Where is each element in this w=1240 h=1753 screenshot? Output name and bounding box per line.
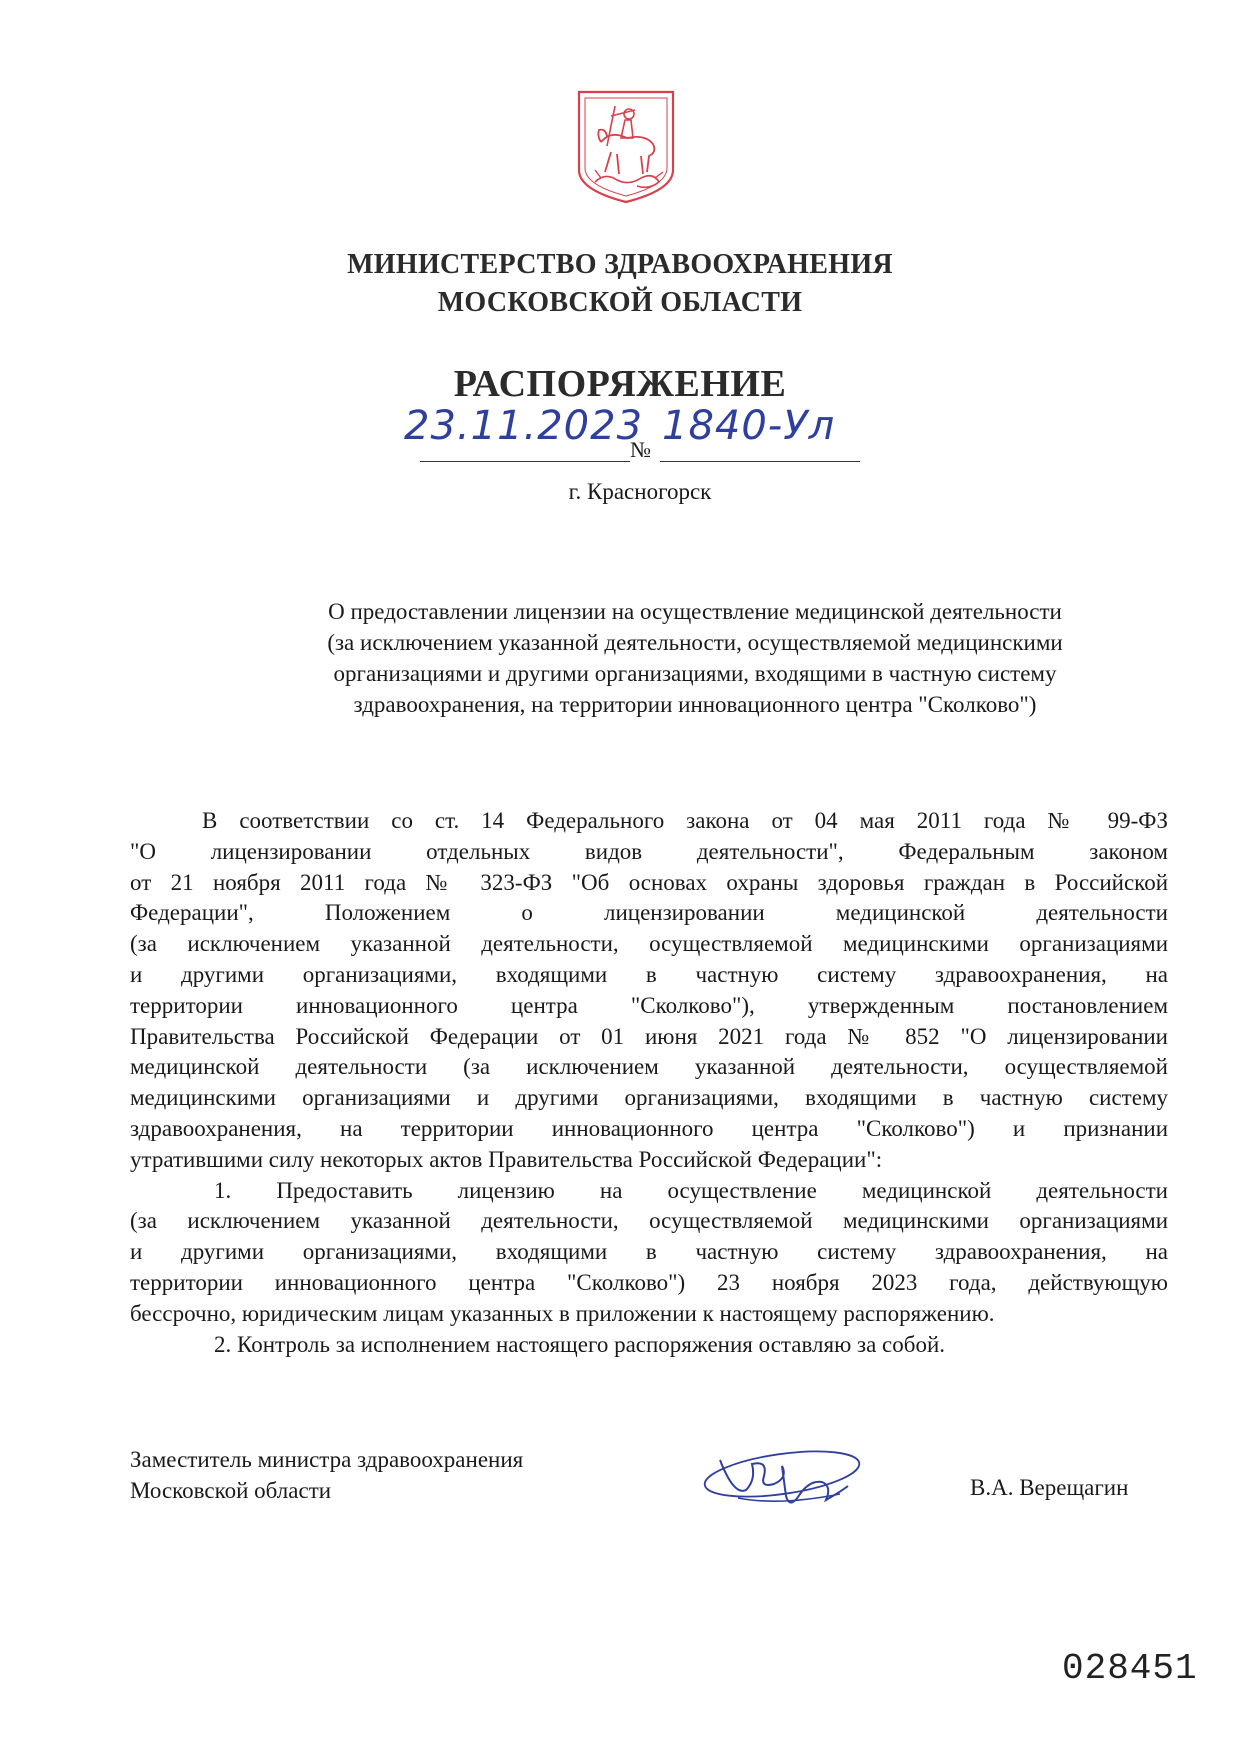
signatory-name: В.А. Верещагин	[970, 1475, 1129, 1500]
body-line: территории инновационного центра "Сколково"), утвержденным постановлением	[130, 992, 1168, 1018]
item1-line: бессрочно, юридическим лицам указанных в приложении к настоящему распоряжению.	[130, 1300, 995, 1326]
body-line: (за исключением указанной деятельности, осуществляемой медицинскими организациями	[130, 931, 1168, 957]
number-underline	[660, 461, 860, 462]
ministry-name-line2: МОСКОВСКОЙ ОБЛАСТИ	[437, 287, 803, 318]
handwritten-signature	[690, 1440, 870, 1520]
body-line: и другими организациями, входящими в частную систему здравоохранения, на	[130, 961, 1168, 987]
document-serial-number: 028451	[1062, 1648, 1198, 1689]
body-line: медицинской деятельности (за исключением указанной деятельности, осуществляемой	[130, 1054, 1168, 1080]
subject-line: организациями и другими организациями, входящими в частную систему	[333, 661, 1057, 686]
body-line: Федерации", Положением о лицензировании медицинской деятельности	[130, 900, 1168, 926]
signatory-position	[130, 1444, 523, 1506]
body-line: "О лицензировании отдельных видов деятельности", Федеральным законом	[130, 838, 1168, 864]
ministry-name-line1: МИНИСТЕРСТВО ЗДРАВООХРАНЕНИЯ	[347, 249, 893, 280]
signatory-position-line1: Заместитель министра здравоохранения	[130, 1447, 524, 1472]
subject-line: здравоохранения, на территории инновационного центра "Сколково")	[353, 692, 1037, 717]
item1-line: (за исключением указанной деятельности, осуществляемой медицинскими организациями	[130, 1208, 1168, 1234]
number-sign: №	[630, 437, 651, 462]
item1-line: 1. Предоставить лицензию на осуществление медицинской деятельности	[214, 1177, 1168, 1203]
body-line: утратившими силу некоторых актов Правительства Российской Федерации":	[130, 1146, 883, 1172]
document-body	[130, 806, 1168, 1360]
item1-line: и другими организациями, входящими в частную систему здравоохранения, на	[130, 1239, 1168, 1265]
city-name: г. Красногорск	[568, 479, 712, 504]
handwritten-document-number: 1840-Ул	[662, 403, 836, 449]
item1-line: территории инновационного центра "Сколково") 23 ноября 2023 года, действующую	[130, 1269, 1168, 1295]
subject-line: (за исключением указанной деятельности, осуществляемой медицинскими	[327, 630, 1063, 655]
document-type-title: РАСПОРЯЖЕНИЕ	[453, 363, 787, 405]
subject-line: О предоставлении лицензии на осуществление медицинской деятельности	[328, 599, 1062, 624]
signatory-position-line2: Московской области	[130, 1478, 332, 1503]
body-line: здравоохранения, на территории инновационного центра "Сколково") и признании	[130, 1115, 1168, 1141]
body-line: медицинскими организациями и другими организациями, входящими в частную систему	[130, 1085, 1168, 1111]
date-underline	[420, 461, 630, 462]
handwritten-date: 23.11.2023	[404, 403, 644, 449]
body-line: от 21 ноября 2011 года № 323-ФЗ "Об основах охраны здоровья граждан в Российской	[130, 869, 1168, 895]
body-line: Правительства Российской Федерации от 01 июня 2021 года № 852 "О лицензировании	[130, 1023, 1168, 1049]
coat-of-arms-emblem	[571, 86, 681, 206]
item2-line: 2. Контроль за исполнением настоящего распоряжения оставляю за собой.	[214, 1331, 946, 1357]
document-subject	[200, 596, 1190, 720]
body-line: В соответствии со ст. 14 Федерального закона от 04 мая 2011 года № 99-ФЗ	[202, 808, 1168, 833]
